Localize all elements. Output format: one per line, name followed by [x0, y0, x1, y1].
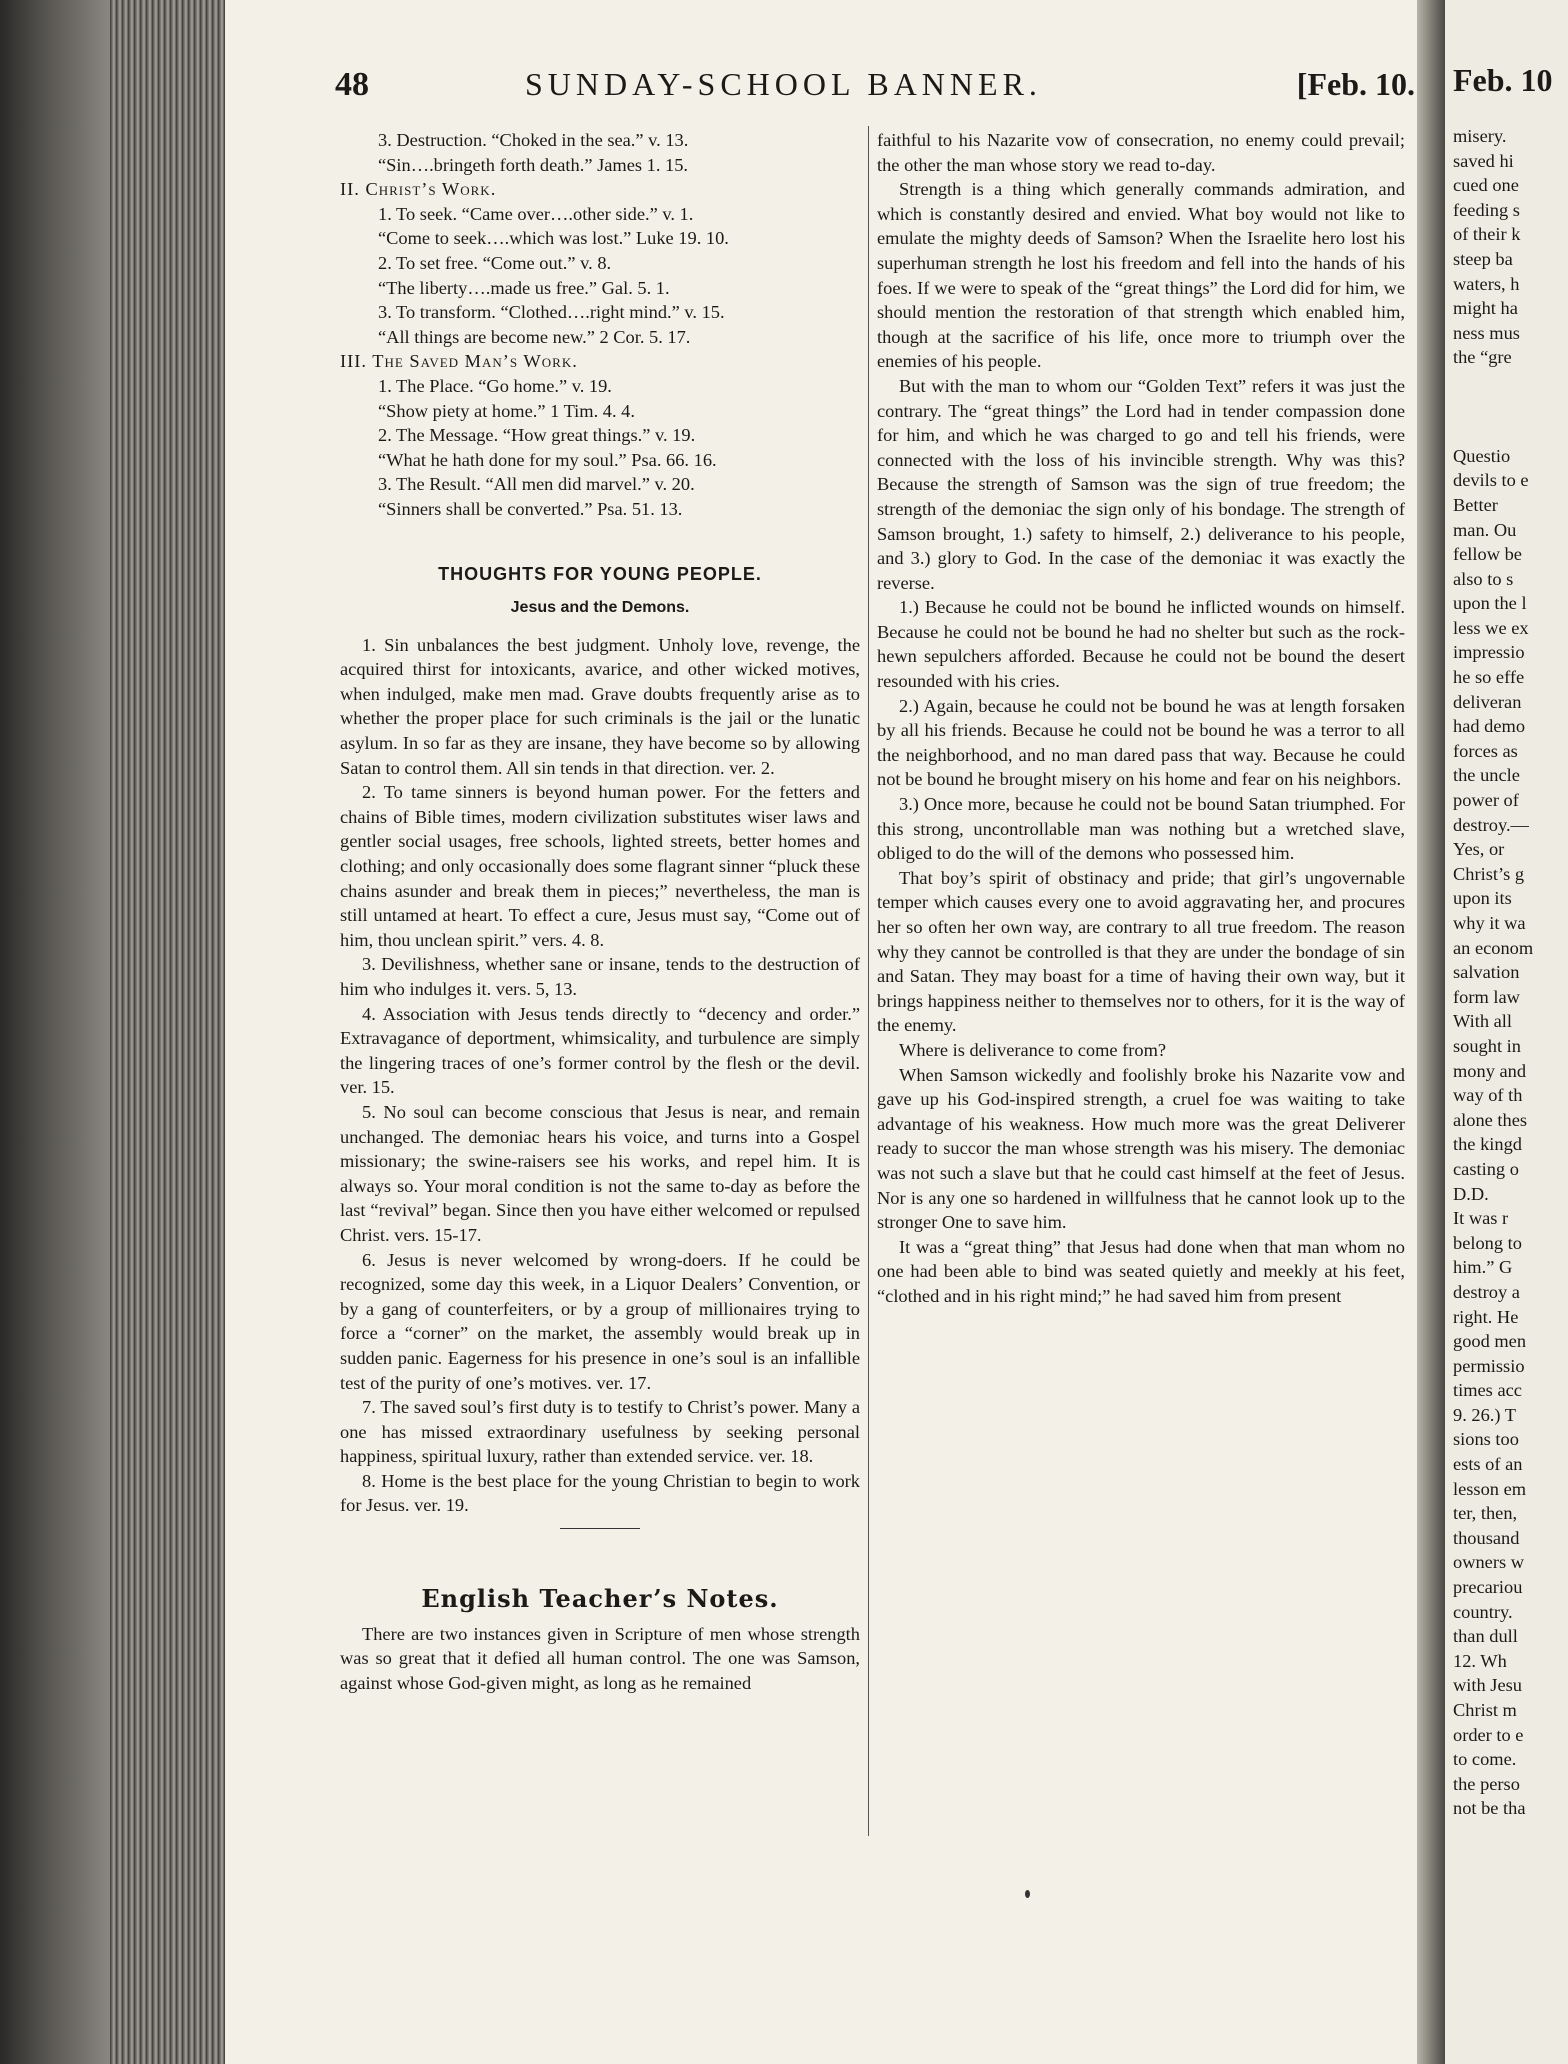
facing-page-line: D.D.	[1453, 1183, 1489, 1204]
facing-page-line: precariou	[1453, 1577, 1523, 1598]
facing-page-line: an econom	[1453, 937, 1534, 958]
facing-page-line: lesson em	[1453, 1478, 1527, 1499]
running-date: [Feb. 10.	[1296, 66, 1415, 102]
outline-line: “What he hath done for my soul.” Psa. 66. 16.	[378, 449, 717, 470]
facing-page-line: the uncle	[1453, 765, 1520, 786]
column-rule	[868, 126, 869, 1836]
facing-page-line: impressio	[1453, 642, 1525, 663]
facing-page-line: fellow be	[1453, 544, 1522, 565]
facing-page-line: ests of an	[1453, 1454, 1523, 1475]
notes-paragraph: 2.) Again, because he could not be bound he was at length forsaken by all his friends. Because he could not be bound he was a terror to all the neighborhood, and no man dared pass that way. Because he could not be bound he brought misery on his home and fear on his neighbors.	[877, 695, 1405, 790]
facing-page-line: 12. Wh	[1453, 1650, 1507, 1671]
outline-line: 3. Destruction. “Choked in the sea.” v. 13.	[378, 130, 689, 150]
book-page	[225, 0, 1417, 2064]
outline-section: III. The Saved Man’s Work.	[340, 351, 578, 372]
facing-page-line: permissio	[1453, 1355, 1525, 1376]
facing-page-line: destroy a	[1453, 1281, 1520, 1302]
facing-page-column	[1453, 124, 1568, 1821]
thought-item: 8. Home is the best place for the young Christian to begin to work for Jesus. ver. 19.	[340, 1470, 860, 1516]
right-column	[877, 128, 1405, 1309]
section-subheading: Jesus and the Demons.	[510, 599, 690, 617]
page-fold	[1417, 0, 1445, 2064]
facing-page-line: sions too	[1453, 1429, 1519, 1450]
facing-page-line: than dull	[1453, 1626, 1518, 1647]
facing-page-line: thousand	[1453, 1527, 1520, 1548]
facing-page-line: saved hi	[1453, 150, 1514, 171]
thought-item: 2. To tame sinners is beyond human power. For the fetters and chains of Bible times, modern civilization substitutes wiser laws and gentler social usages, free schools, lighted streets, better homes and clothing; and only occasionally does some flagrant sinner “pluck these chains asunder and break them in pieces;” nevertheless, the man is still untamed at heart. To effect a cure, Jesus must say, “Come out of him, thou unclean spirit.” vers. 4. 8.	[340, 782, 860, 950]
section-rule	[560, 1528, 640, 1529]
facing-page-line: he so effe	[1453, 667, 1525, 688]
facing-page-line: upon the l	[1453, 593, 1527, 614]
thought-item: 6. Jesus is never welcomed by wrong-doers. If he could be recognized, some day this week, in a Liquor Dealers’ Convention, or by a gang of counterfeiters, or by a group of millionaires trying to force a “corner” on the market, the assembly would break up in sudden panic. Eagerness for his presence in one’s soul is an infallible test of the purity of one’s motives. ver. 17.	[340, 1249, 860, 1393]
thought-item: 4. Association with Jesus tends directly to “decency and order.” Extravagance of deportment, whimsicality, and turbulence are simply the lingering traces of one’s former control by the flesh or the devil. ver. 15.	[340, 1003, 860, 1098]
left-column	[340, 128, 860, 1695]
notes-paragraph: When Samson wickedly and foolishly broke his Nazarite vow and gave up his God-inspired strength, a cruel foe was waiting to take advantage of his weakness. How much more was the great Deliverer ready to succor the man whose strength was his misery. The demoniac was not such a slave but that he could cast himself at the feet of Jesus. Nor is any one so hardened in willfulness that he cannot look up to the stronger One to save him.	[877, 1064, 1405, 1233]
facing-page-line: salvation	[1453, 962, 1520, 983]
section-heading: THOUGHTS FOR YOUNG PEOPLE.	[438, 563, 762, 584]
facing-page-line: upon its	[1453, 888, 1512, 909]
notes-paragraph: 1.) Because he could not be bound he inflicted wounds on himself. Because he could not be bound he had no shelter but such as the rock-hewn sepulchers afforded. Because he could not be bound the desert resounded with his cries.	[877, 597, 1405, 692]
notes-paragraph: But with the man to whom our “Golden Text” refers it was just the contrary. The “great things” the Lord had in tender compassion done for him, and which he was charged to go and tell his friends, were connected with the loss of his invincible strength. Why was this? Because the strength of Samson was the sign of true freedom; the strength of the demoniac the sign only of his bondage. The strength of Samson brought, 1.) safety to himself, 2.) deliverance to his people, and 3.) glory to God. In the case of the demoniac it was exactly the reverse.	[877, 375, 1405, 593]
facing-page-line: casting o	[1453, 1158, 1519, 1179]
facing-page-line: country.	[1453, 1601, 1513, 1622]
facing-page-line	[1453, 419, 1568, 444]
outline-line: 3. The Result. “All men did marvel.” v. 20.	[378, 474, 695, 495]
facing-page-line: deliveran	[1453, 691, 1522, 712]
book-binding	[110, 0, 225, 2064]
facing-page-line: ness mus	[1453, 322, 1520, 343]
outline-line: “Sin….bringeth forth death.” James 1. 15.	[378, 154, 689, 175]
notes-paragraph: There are two instances given in Scripture of men whose strength was so great that it defied all human control. The one was Samson, against whose God-given might, as long as he remained	[340, 1623, 860, 1693]
facing-page-line: why it wa	[1453, 913, 1526, 933]
facing-page-line: the “gre	[1453, 347, 1512, 368]
facing-page-line: owners w	[1453, 1552, 1524, 1573]
facing-page-line: times acc	[1453, 1380, 1522, 1401]
page-header	[335, 62, 1415, 112]
facing-page-line: good men	[1453, 1331, 1527, 1352]
notes-paragraph: Where is deliverance to come from?	[899, 1039, 1167, 1060]
outline-line: “Sinners shall be converted.” Psa. 51. 13.	[378, 498, 683, 519]
facing-page-line: Christ m	[1453, 1700, 1517, 1720]
facing-page-line: With all	[1453, 1011, 1513, 1032]
facing-page-line: Christ’s g	[1453, 863, 1525, 884]
notes-paragraph: It was a “great thing” that Jesus had done when that man whom no one had been able to bind was seated quietly and meekly at his feet, “clothed and in his right mind;” he had saved him from present	[877, 1236, 1405, 1306]
facing-page-line: man. Ou	[1453, 519, 1517, 540]
facing-page-line: steep ba	[1453, 248, 1513, 269]
outline-section: II. Christ’s Work.	[340, 179, 497, 200]
page-number: 48	[335, 66, 369, 103]
facing-page-line: alone thes	[1453, 1109, 1528, 1130]
running-title: SUNDAY-SCHOOL BANNER.	[525, 66, 1042, 102]
notes-paragraph: That boy’s spirit of obstinacy and pride; that girl’s ungovernable temper which causes every one to avoid aggravating her, and procures her so often her own way, are contrary to all true freedom. The reason why they cannot be controlled is that they are under the bondage of sin and Satan. They may boast for a time of having their own way, but it brings happiness neither to themselves nor to others, for it is the way of the enemy.	[877, 867, 1405, 1036]
facing-page-title: Feb. 10	[1453, 62, 1553, 98]
facing-page-line: destroy.—	[1453, 814, 1529, 835]
notes-paragraph: faithful to his Nazarite vow of consecration, no enemy could prevail; the other the man whose story we read to-day.	[877, 130, 1405, 175]
facing-page-line: right. He	[1453, 1306, 1519, 1327]
facing-page-line: him.” G	[1453, 1257, 1513, 1278]
facing-page-line: feeding s	[1453, 199, 1520, 220]
facing-page-line: Questio	[1453, 445, 1511, 466]
facing-page-line: less we ex	[1453, 617, 1529, 638]
facing-page-line: 9. 26.) T	[1453, 1404, 1517, 1425]
facing-page-line: forces as	[1453, 740, 1518, 761]
facing-page-line: ter, then,	[1453, 1503, 1518, 1524]
facing-page-line: cued one	[1453, 175, 1519, 196]
facing-page-line: might ha	[1453, 298, 1518, 319]
facing-page-line: devils to e	[1453, 470, 1529, 491]
facing-page-line: the perso	[1453, 1773, 1520, 1794]
outline-line: “Come to seek….which was lost.” Luke 19. 10.	[378, 228, 729, 249]
facing-page-line: the kingd	[1453, 1134, 1522, 1155]
thought-item: 7. The saved soul’s first duty is to testify to Christ’s power. Many a one has missed extraordinary usefulness by seeking personal happiness, spiritual luxury, rather than extended service. ver. 18.	[340, 1397, 860, 1467]
outline-line: “The liberty….made us free.” Gal. 5. 1.	[378, 277, 670, 298]
facing-page-line: of their k	[1453, 224, 1521, 245]
outline-line: 1. To seek. “Came over….other side.” v. 1.	[378, 203, 694, 224]
facing-page-line: not be tha	[1453, 1798, 1526, 1819]
facing-page-line: to come.	[1453, 1749, 1517, 1770]
page-ornament	[1025, 1890, 1030, 1898]
thought-item: 3. Devilishness, whether sane or insane, tends to the destruction of him who indulges it. vers. 5, 13.	[340, 954, 860, 999]
scan-background	[0, 0, 110, 2064]
facing-page-line: form law	[1453, 986, 1520, 1007]
facing-page-line: power of	[1453, 790, 1519, 811]
facing-page	[1445, 0, 1568, 2064]
notes-paragraph: Strength is a thing which generally commands admiration, and which is constantly desired and envied. What boy would not like to emulate the mighty deeds of Samson? When the Israelite hero lost his superhuman strength he lost his freedom and fell into the hands of his foes. If we were to speak of the “great things” the Lord did for him, we should mention the restoration of that strength which enabled him, though at the sacrifice of his life, once more to triumph over the enemies of his people.	[877, 179, 1405, 372]
notes-heading: English Teacher’s Notes.	[421, 1584, 779, 1614]
notes-paragraph: 3.) Once more, because he could not be bound Satan triumphed. For this strong, uncontrollable man was nothing but a wretched slave, obliged to do the will of the demons who possessed him.	[877, 794, 1405, 864]
facing-page-line: Better	[1453, 494, 1498, 515]
outline-line: 1. The Place. “Go home.” v. 19.	[378, 375, 612, 396]
facing-page-line: also to s	[1453, 568, 1514, 589]
outline-line: 2. To set free. “Come out.” v. 8.	[378, 252, 612, 273]
facing-page-line: way of th	[1453, 1085, 1523, 1106]
facing-page-line: order to e	[1453, 1724, 1524, 1745]
facing-page-line: Yes, or	[1453, 839, 1505, 860]
facing-page-line: waters, h	[1453, 273, 1520, 294]
facing-page-line: with Jesu	[1453, 1675, 1522, 1696]
outline-line: “All things are become new.” 2 Cor. 5. 17.	[378, 326, 691, 347]
facing-page-line: It was r	[1453, 1208, 1509, 1229]
thought-item: 1. Sin unbalances the best judgment. Unholy love, revenge, the acquired thirst for intoxicants, avarice, and other wicked motives, when indulged, make men mad. Grave doubts frequently arise as to whether the proper place for such criminals is the jail or the lunatic asylum. In so far as they are insane, they have become so by allowing Satan to control them. All sin tends in that direction. ver. 2.	[340, 634, 860, 778]
outline-line: 2. The Message. “How great things.” v. 19.	[378, 425, 696, 446]
facing-page-line: belong to	[1453, 1232, 1522, 1253]
outline-line: 3. To transform. “Clothed….right mind.” v. 15.	[378, 302, 725, 323]
facing-page-line	[1453, 395, 1568, 420]
facing-page-line: had demo	[1453, 716, 1526, 737]
facing-page-line: sought in	[1453, 1035, 1521, 1056]
facing-page-line: misery.	[1453, 126, 1507, 146]
facing-page-line	[1453, 370, 1568, 395]
thought-item: 5. No soul can become conscious that Jesus is near, and remain unchanged. The demoniac hears his voice, and turns into a Gospel missionary; the swine-raisers see his works, and repel him. It is always so. Your moral condition is not the same to-day as before the last “revival” began. Since then you have either welcomed or repulsed Christ. vers. 15-17.	[340, 1101, 860, 1245]
outline-line: “Show piety at home.” 1 Tim. 4. 4.	[378, 400, 635, 421]
facing-page-line: mony and	[1453, 1060, 1527, 1081]
